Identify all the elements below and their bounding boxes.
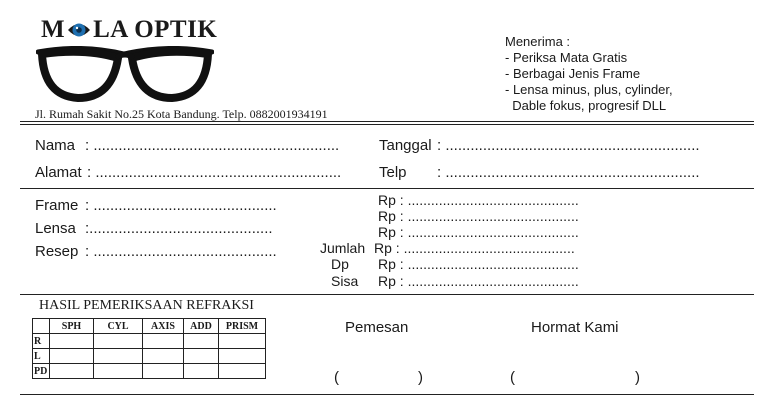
- lensa-value: :............................................: [85, 220, 273, 237]
- divider: [20, 188, 754, 189]
- table-header-cell: ADD: [184, 319, 219, 334]
- currency-label: Rp: [374, 240, 392, 256]
- table-cell[interactable]: [184, 334, 219, 349]
- row-label: R: [33, 334, 50, 349]
- table-cell[interactable]: [219, 349, 266, 364]
- pemesan-sign-close: ): [418, 369, 423, 386]
- dp-label: Dp: [331, 256, 349, 272]
- table-header-cell: SPH: [50, 319, 94, 334]
- table-header-cell: PRISM: [219, 319, 266, 334]
- promo-title: Menerima :: [505, 34, 571, 49]
- nama-label: Nama: [35, 137, 76, 154]
- table-cell[interactable]: [219, 364, 266, 379]
- telp-label: Telp: [379, 164, 407, 181]
- table-header-cell: AXIS: [143, 319, 184, 334]
- payment-value: : ............................................: [399, 273, 579, 289]
- divider: [20, 294, 754, 295]
- table-header-cell: [33, 319, 50, 334]
- tanggal-value: : .............................................................: [437, 137, 700, 154]
- eye-icon: [66, 17, 92, 43]
- resep-value: : ............................................: [85, 243, 277, 260]
- telp-field[interactable]: [379, 164, 700, 181]
- table-cell[interactable]: [94, 334, 143, 349]
- payment-line-1[interactable]: [378, 192, 579, 208]
- promo-list: [505, 34, 673, 114]
- table-cell[interactable]: [143, 349, 184, 364]
- payment-line-3[interactable]: [378, 224, 579, 240]
- jumlah-line[interactable]: [320, 240, 575, 256]
- promo-item: - Lensa minus, plus, cylinder,: [505, 82, 673, 97]
- divider: [20, 394, 754, 395]
- table-cell[interactable]: [50, 349, 94, 364]
- payment-value: : ............................................: [395, 240, 575, 256]
- promo-item: Dable fokus, progresif DLL: [505, 98, 667, 113]
- alamat-label: Alamat: [35, 164, 82, 181]
- table-row: [33, 349, 266, 364]
- brand-name-prefix: M: [41, 16, 66, 43]
- table-row: [33, 334, 266, 349]
- brand-name-suffix: LA OPTIK: [93, 16, 218, 43]
- promo-item: - Berbagai Jenis Frame: [505, 66, 641, 81]
- table-cell[interactable]: [94, 349, 143, 364]
- resep-field[interactable]: [35, 243, 277, 260]
- store-address: Jl. Rumah Sakit No.25 Kota Bandung. Telp. 0882001934191: [35, 107, 328, 121]
- hormat-kami-label: Hormat Kami: [531, 319, 619, 336]
- lensa-field[interactable]: [35, 220, 273, 237]
- table-header-cell: CYL: [94, 319, 143, 334]
- tanggal-label: Tanggal: [379, 137, 432, 154]
- payment-value: : ............................................: [399, 208, 579, 224]
- alamat-field[interactable]: [35, 164, 341, 181]
- frame-label: Frame: [35, 197, 79, 214]
- currency-label: Rp: [378, 192, 396, 208]
- frame-field[interactable]: [35, 197, 277, 214]
- currency-label: Rp: [378, 256, 396, 272]
- table-cell[interactable]: [143, 334, 184, 349]
- hormat-sign-open: (: [510, 369, 515, 386]
- table-cell[interactable]: [184, 364, 219, 379]
- promo-item: - Periksa Mata Gratis: [505, 50, 628, 65]
- table-cell[interactable]: [94, 364, 143, 379]
- resep-label: Resep: [35, 243, 79, 260]
- lensa-label: Lensa: [35, 220, 76, 237]
- divider: [20, 121, 754, 122]
- table-header-row: [33, 319, 266, 334]
- dp-line[interactable]: [331, 256, 579, 272]
- payment-line-2[interactable]: [378, 208, 579, 224]
- payment-value: : ............................................: [399, 224, 579, 240]
- nama-value: : ...........................................................: [85, 137, 340, 154]
- refraction-title: HASIL PEMERIKSAAN REFRAKSI: [39, 298, 254, 313]
- telp-value: : .............................................................: [437, 164, 700, 181]
- row-label: L: [33, 349, 50, 364]
- table-cell[interactable]: [50, 334, 94, 349]
- payment-value: : ............................................: [399, 256, 579, 272]
- frame-value: : ............................................: [85, 197, 277, 214]
- table-cell[interactable]: [219, 334, 266, 349]
- jumlah-label: Jumlah: [320, 240, 366, 256]
- hormat-sign-close: ): [635, 369, 640, 386]
- table-row: [33, 364, 266, 379]
- table-cell[interactable]: [143, 364, 184, 379]
- table-cell[interactable]: [184, 349, 219, 364]
- divider: [20, 124, 754, 125]
- sisa-line[interactable]: [331, 273, 579, 289]
- glasses-icon: [36, 46, 214, 104]
- alamat-value: : ...........................................................: [87, 164, 342, 181]
- brand-logo: [41, 15, 217, 45]
- pemesan-label: Pemesan: [345, 319, 409, 336]
- sisa-label: Sisa: [331, 273, 359, 289]
- nama-field[interactable]: [35, 137, 339, 154]
- currency-label: Rp: [378, 224, 396, 240]
- row-label: PD: [33, 364, 50, 379]
- currency-label: Rp: [378, 273, 396, 289]
- refraction-table: [32, 318, 266, 379]
- tanggal-field[interactable]: [379, 137, 700, 154]
- currency-label: Rp: [378, 208, 396, 224]
- pemesan-sign-open: (: [334, 369, 339, 386]
- payment-value: : ............................................: [399, 192, 579, 208]
- table-cell[interactable]: [50, 364, 94, 379]
